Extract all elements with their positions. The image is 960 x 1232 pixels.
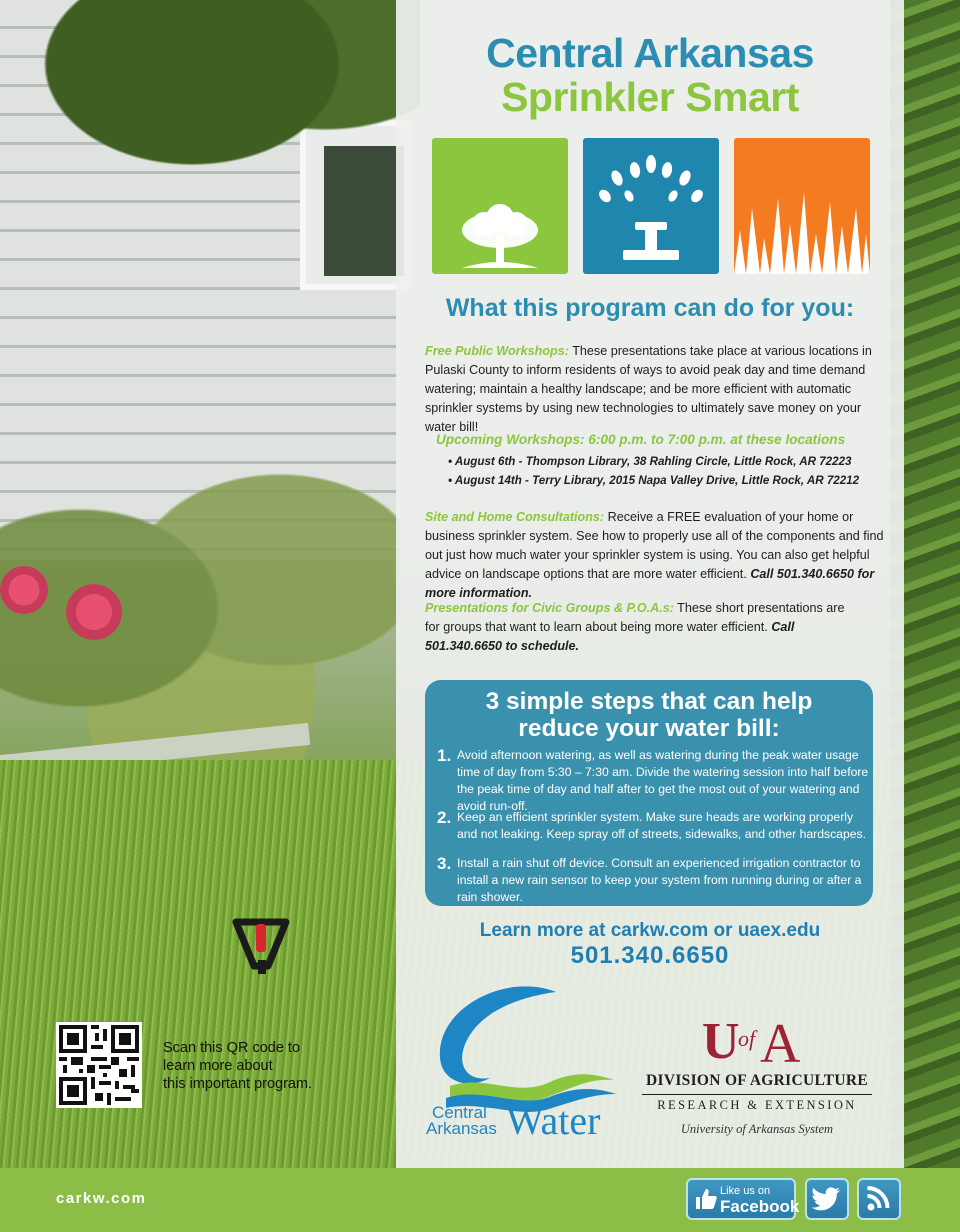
step-number: 2. [437,808,452,827]
flower [0,566,48,614]
presentations-paragraph [425,599,855,656]
ua-research: RESEARCH & EXTENSION [657,1098,857,1112]
rss-icon [859,1180,899,1218]
presentations-call: Call 501.340.6650 to schedule. [425,620,795,653]
ua-divider [642,1094,872,1095]
ua-system: University of Arkansas System [680,1122,834,1136]
tree-tile [432,138,568,274]
sprinkler-icon [583,138,719,274]
facebook-like-button[interactable] [686,1178,800,1220]
steps-title-line-1: 3 simple steps that can help [485,688,813,715]
cw-logo-arkansas: Arkansas [426,1119,497,1138]
learn-more-prefix: Learn more at [479,920,611,941]
presentations-lead: Presentations for Civic Groups & P.O.A.s: [425,601,674,615]
consultations-lead: Site and Home Consultations: [425,510,605,524]
phone-number[interactable]: 501.340.6650 [570,942,730,969]
twitter-button[interactable] [805,1178,849,1220]
step-number: 3. [437,854,452,873]
qr-caption [163,1039,363,1093]
svg-text:A: A [760,1013,801,1068]
grass-tile [734,138,870,274]
title-line-2: Sprinkler Smart [501,74,799,120]
university-of-arkansas-logo [642,1006,872,1142]
learn-more-line [396,920,904,942]
garden-shrubs [0,380,400,760]
cw-logo-central: Central [432,1103,487,1122]
workshop-item: • August 14th - Terry Library, 2015 Napa Valley Drive, Little Rock, AR 72212 [448,474,860,487]
svg-text:U: U [702,1013,740,1068]
workshop-item: • August 6th - Thompson Library, 38 Rahling Circle, Little Rock, AR 72223 [448,455,852,468]
steps-title-line-2: reduce your water bill: [518,715,780,742]
upcoming-heading: Upcoming Workshops: 6:00 p.m. to 7:00 p.m. at these locations [436,432,846,447]
central-arkansas-water-logo [426,978,622,1138]
step-text: Keep an efficient sprinkler system. Make sure heads are working properly and not leaking. Keep spray off of streets, sidewalks, and other hardscapes. [457,810,866,841]
qr-caption-line: Scan this QR code to [163,1040,301,1056]
sprinkler-tile [583,138,719,274]
section-heading: What this program can do for you: [445,294,855,322]
presentations-body: These short presentations are for groups that want to learn about being more water efficient. [425,601,845,634]
consultations-paragraph [425,508,887,603]
workshops-paragraph [425,342,887,437]
consultations-call: Call 501.340.6650 for more information. [425,567,875,600]
qr-code[interactable] [56,1022,142,1108]
qr-caption-line: learn more about [163,1058,273,1074]
flower [66,584,122,640]
ua-monogram-icon [700,1006,810,1068]
workshops-body: These presentations take place at various locations in Pulaski County to inform residents of ways to avoid peak day and time demand watering; maintain a healthy landscape; and be more efficient with automatic sprinkler systems by using new technologies to ultimately save money on your water bill! [425,344,872,434]
svg-text:of: of [738,1026,756,1051]
qr-caption-line: this important program. [163,1076,313,1092]
tree-icon [432,138,568,274]
facebook-name: Facebook [720,1197,800,1216]
qr-code-icon [59,1025,139,1105]
grass-icon [734,138,870,274]
title-line-1: Central Arkansas [486,30,814,76]
step-number: 1. [437,746,452,765]
ua-division: DIVISION OF AGRICULTURE [646,1072,868,1089]
step-text: Avoid afternoon watering, as well as watering during the peak water usage time of day from 5:30 – 7:30 am. Divide the watering session into half before the peak time of day and half after to get the most out of your watering and avoid run-off. [457,748,869,813]
facebook-like-text: Like us on [720,1185,771,1197]
rss-button[interactable] [857,1178,901,1220]
cw-logo-water: Water [506,1098,601,1138]
consultations-body: Receive a FREE evaluation of your home or business sprinkler system. See how to properly use all of the components and find out just how much water your sprinkler system is using. You can also get helpful advice on landscape options that are more water efficient. [425,510,884,581]
steps-box [425,680,873,906]
thumbs-up-icon [694,1187,718,1211]
step-text: Install a rain shut off device. Consult an experienced irrigation contractor to install a new rain sensor to keep your system from running during or after a rain shower. [457,856,862,904]
content-panel [396,0,904,1168]
water-wave-icon [426,978,622,1138]
workshops-lead: Free Public Workshops: [425,344,569,358]
learn-more-or: or [708,920,738,941]
sprinkler-head-image [228,908,294,974]
twitter-bird-icon [807,1180,847,1218]
steps-title [425,688,873,742]
footer-site-link[interactable]: carkw.com [56,1190,147,1207]
link-carkw[interactable]: carkw.com [610,920,709,941]
footer-bar [0,1168,960,1232]
link-uaex[interactable]: uaex.edu [737,920,821,941]
tree-foliage [40,0,420,220]
